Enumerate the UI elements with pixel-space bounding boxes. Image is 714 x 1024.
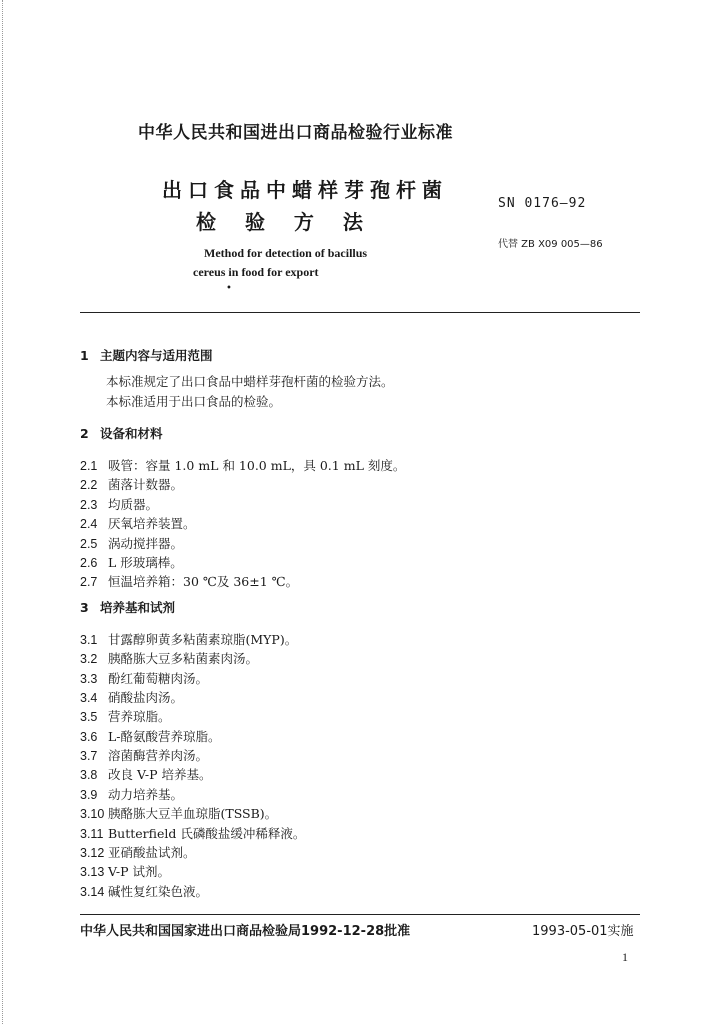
list-item: [80, 785, 640, 804]
list-item: [80, 707, 640, 726]
section-number: 1: [80, 348, 89, 363]
list-item: [80, 630, 640, 649]
list-item: [80, 843, 640, 862]
english-title-line2: cereus in food for export: [193, 265, 319, 279]
item-text: L-酪氨酸营养琼脂。: [108, 728, 221, 744]
list-item: [80, 475, 640, 494]
item-text: 硝酸盐肉汤。: [108, 689, 184, 705]
item-number: 3.14: [80, 884, 105, 899]
item-text: 菌落计数器。: [108, 477, 184, 493]
item-number: 3.7: [80, 749, 98, 764]
item-text: 均质器。: [108, 496, 159, 512]
document-body: [80, 346, 640, 901]
item-number: 3.11: [80, 826, 104, 841]
item-number: 3.3: [80, 671, 98, 686]
list-item: [80, 649, 640, 668]
item-number: 2.5: [80, 536, 98, 551]
item-text: 碱性复红染色液。: [108, 883, 209, 899]
item-text: L 形玻璃棒。: [108, 554, 183, 570]
item-number: 3.12: [80, 846, 105, 861]
item-text: 厌氧培养装置。: [108, 516, 196, 532]
item-text: 溶菌酶营养肉汤。: [108, 748, 209, 764]
item-number: 3.9: [80, 787, 98, 802]
item-number: 3.10: [80, 807, 105, 822]
item-text: 涡动搅拌器。: [108, 535, 184, 551]
section-heading: 设备和材料: [100, 426, 163, 441]
list-item: [80, 669, 640, 688]
item-number: 2.4: [80, 517, 98, 532]
item-number: 2.6: [80, 555, 98, 570]
item-text: 胰酪胨大豆羊血琼脂(TSSB)。: [108, 806, 278, 822]
section-title: [80, 598, 640, 618]
item-number: 3.13: [80, 865, 105, 880]
list-item: [80, 746, 640, 765]
list-item: [80, 495, 640, 514]
section-heading: 培养基和试剂: [100, 599, 176, 615]
list-item: [80, 572, 640, 591]
section-title: [80, 346, 640, 366]
list-item: [80, 765, 640, 784]
list-item: [80, 727, 640, 746]
item-text: 吸管：容量 1.0 mL 和 10.0 mL，具 0.1 mL 刻度。: [108, 458, 406, 473]
list-item: [80, 882, 640, 901]
item-text: 恒温培养箱：30 ℃及 36±1 ℃。: [108, 574, 299, 590]
standard-code: SN 0176—92: [498, 196, 587, 211]
item-number: 3.1: [80, 632, 98, 647]
list-item: [80, 862, 640, 881]
item-text: V-P 试剂。: [108, 864, 170, 880]
item-number: 3.5: [80, 710, 98, 725]
item-number: 3.2: [80, 652, 98, 667]
bottom-divider: [80, 914, 640, 915]
paragraph: 本标准适用于出口食品的检验。: [106, 394, 282, 409]
item-number: 3.6: [80, 729, 98, 744]
list-item: [80, 688, 640, 707]
item-text: 营养琼脂。: [108, 709, 171, 725]
item-text: 胰酪胨大豆多粘菌素肉汤。: [108, 651, 259, 667]
list-item: [80, 824, 640, 843]
paragraph: 本标准规定了出口食品中蜡样芽孢杆菌的检验方法。: [106, 374, 394, 389]
item-text: 甘露醇卵黄多粘菌素琼脂(MYP)。: [108, 631, 298, 647]
item-text: 动力培养基。: [108, 786, 184, 802]
item-text: 亚硝酸盐试剂。: [108, 845, 196, 861]
item-text: Butterfield 氏磷酸盐缓冲稀释液。: [108, 825, 306, 841]
title-dot: •: [226, 283, 232, 294]
section-title: [80, 424, 640, 444]
standard-replaces: 代替 ZB X09 005—86: [498, 239, 603, 250]
document-title-line1: 出口食品中蜡样芽孢杆菌: [162, 178, 448, 202]
section-number: 2: [80, 426, 89, 441]
approval-statement: 中华人民共和国国家进出口商品检验局1992-12-28批准: [80, 924, 411, 939]
document-title-line2: 检 验 方 法: [196, 210, 363, 234]
list-item: [80, 514, 640, 533]
list-item: [80, 456, 640, 475]
list-item: [80, 804, 640, 823]
item-number: 3.4: [80, 690, 98, 705]
section-heading: 主题内容与适用范围: [100, 348, 213, 363]
list-item: [80, 534, 640, 553]
list-item: [80, 553, 640, 572]
section-number: 3: [80, 599, 89, 615]
page-number: 1: [622, 950, 628, 964]
scan-border: [2, 0, 4, 1024]
item-text: 改良 V-P 培养基。: [108, 767, 212, 783]
item-number: 2.2: [80, 478, 98, 493]
item-text: 酚红葡萄糖肉汤。: [108, 670, 209, 686]
item-number: 2.1: [80, 459, 98, 473]
item-number: 2.3: [80, 497, 98, 512]
item-number: 3.8: [80, 768, 98, 783]
effective-date: 1993-05-01实施: [532, 924, 634, 939]
issuing-organization: 中华人民共和国进出口商品检验行业标准: [138, 123, 453, 143]
top-divider: [80, 312, 640, 313]
english-title-line1: Method for detection of bacillus: [204, 246, 368, 260]
item-number: 2.7: [80, 575, 98, 590]
